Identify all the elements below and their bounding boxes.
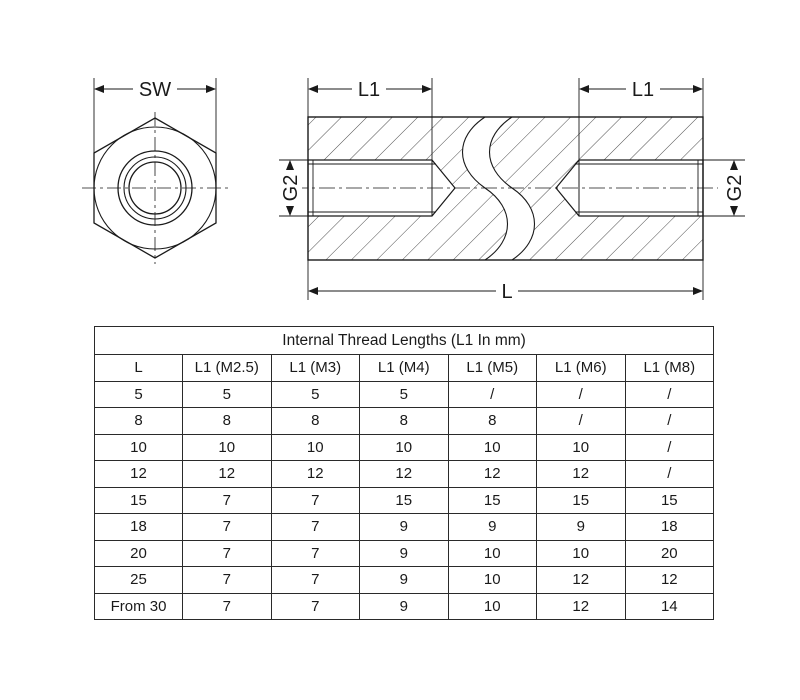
table-cell: 5: [360, 381, 449, 408]
table-row: [95, 434, 714, 461]
sw-label: SW: [138, 79, 172, 101]
table-cell: 10: [537, 540, 626, 567]
table-cell: 10: [448, 434, 537, 461]
table-row: [95, 514, 714, 541]
table-row-length-cell: 5: [95, 381, 183, 408]
table-cell: 18: [625, 514, 714, 541]
table-cell: 10: [360, 434, 449, 461]
table-cell: 9: [360, 540, 449, 567]
technical-drawing: [0, 0, 800, 320]
table-cell: 7: [271, 593, 360, 620]
table-row-length-cell: 8: [95, 408, 183, 435]
side-section-view: [292, 117, 718, 260]
table-cell: 10: [448, 593, 537, 620]
table-row-length-cell: From 30: [95, 593, 183, 620]
table-cell: 8: [360, 408, 449, 435]
table-cell: 10: [448, 540, 537, 567]
table-cell: 8: [448, 408, 537, 435]
table-cell: 12: [625, 567, 714, 594]
table-cell: /: [625, 381, 714, 408]
table-cell: 7: [183, 593, 272, 620]
table-cell: /: [625, 434, 714, 461]
table-cell: 9: [360, 593, 449, 620]
l1-right-label: L1: [631, 79, 655, 101]
table-cell: /: [625, 461, 714, 488]
table-cell: 15: [537, 487, 626, 514]
table-cell: /: [625, 408, 714, 435]
table-row: [95, 540, 714, 567]
table-title: Internal Thread Lengths (L1 In mm): [95, 327, 714, 355]
table-header-cell: L1 (M5): [448, 355, 537, 382]
table-cell: 7: [183, 514, 272, 541]
table-cell: 10: [448, 567, 537, 594]
table-cell: 7: [271, 567, 360, 594]
table-cell: 12: [537, 461, 626, 488]
table-header-row: [95, 355, 714, 382]
table-header-cell: L: [95, 355, 183, 382]
table-row-length-cell: 20: [95, 540, 183, 567]
table-cell: 20: [625, 540, 714, 567]
table-row-length-cell: 10: [95, 434, 183, 461]
table-cell: 9: [360, 567, 449, 594]
table-cell: 7: [271, 487, 360, 514]
table-cell: 12: [537, 593, 626, 620]
table-cell: 15: [360, 487, 449, 514]
table-title-row: [95, 327, 714, 355]
table-row-length-cell: 25: [95, 567, 183, 594]
g2-right-label: G2: [724, 174, 746, 202]
table-cell: 7: [183, 540, 272, 567]
table-header-cell: L1 (M3): [271, 355, 360, 382]
table-cell: 12: [271, 461, 360, 488]
table-cell: 7: [271, 540, 360, 567]
table-cell: 12: [448, 461, 537, 488]
table-cell: 5: [183, 381, 272, 408]
table-row-length-cell: 12: [95, 461, 183, 488]
table-cell: 14: [625, 593, 714, 620]
table-cell: 8: [183, 408, 272, 435]
table-row-length-cell: 15: [95, 487, 183, 514]
table-cell: 15: [448, 487, 537, 514]
table-header-cell: L1 (M8): [625, 355, 714, 382]
table-header-cell: L1 (M2.5): [183, 355, 272, 382]
table-cell: 12: [537, 567, 626, 594]
table-cell: 5: [271, 381, 360, 408]
table-cell: 12: [360, 461, 449, 488]
g2-left-label: G2: [280, 174, 302, 202]
table-row: [95, 461, 714, 488]
table-cell: 8: [271, 408, 360, 435]
table-row: [95, 381, 714, 408]
table-cell: 15: [625, 487, 714, 514]
table-cell: /: [537, 408, 626, 435]
table-row: [95, 593, 714, 620]
table-cell: 10: [537, 434, 626, 461]
table-cell: 9: [448, 514, 537, 541]
table-row-length-cell: 18: [95, 514, 183, 541]
table-cell: 7: [183, 567, 272, 594]
table-cell: 10: [271, 434, 360, 461]
hex-end-view: [82, 78, 228, 264]
table-cell: 10: [183, 434, 272, 461]
table-row: [95, 567, 714, 594]
table-cell: 12: [183, 461, 272, 488]
l1-left-label: L1: [357, 79, 381, 101]
table-row: [95, 408, 714, 435]
table-header-cell: L1 (M4): [360, 355, 449, 382]
table-cell: 9: [360, 514, 449, 541]
table-row: [95, 487, 714, 514]
l-label: L: [501, 281, 513, 303]
table-cell: 7: [183, 487, 272, 514]
table-cell: /: [448, 381, 537, 408]
table-cell: 7: [271, 514, 360, 541]
thread-length-table: [94, 326, 714, 620]
table-cell: 9: [537, 514, 626, 541]
table-header-cell: L1 (M6): [537, 355, 626, 382]
table-cell: /: [537, 381, 626, 408]
